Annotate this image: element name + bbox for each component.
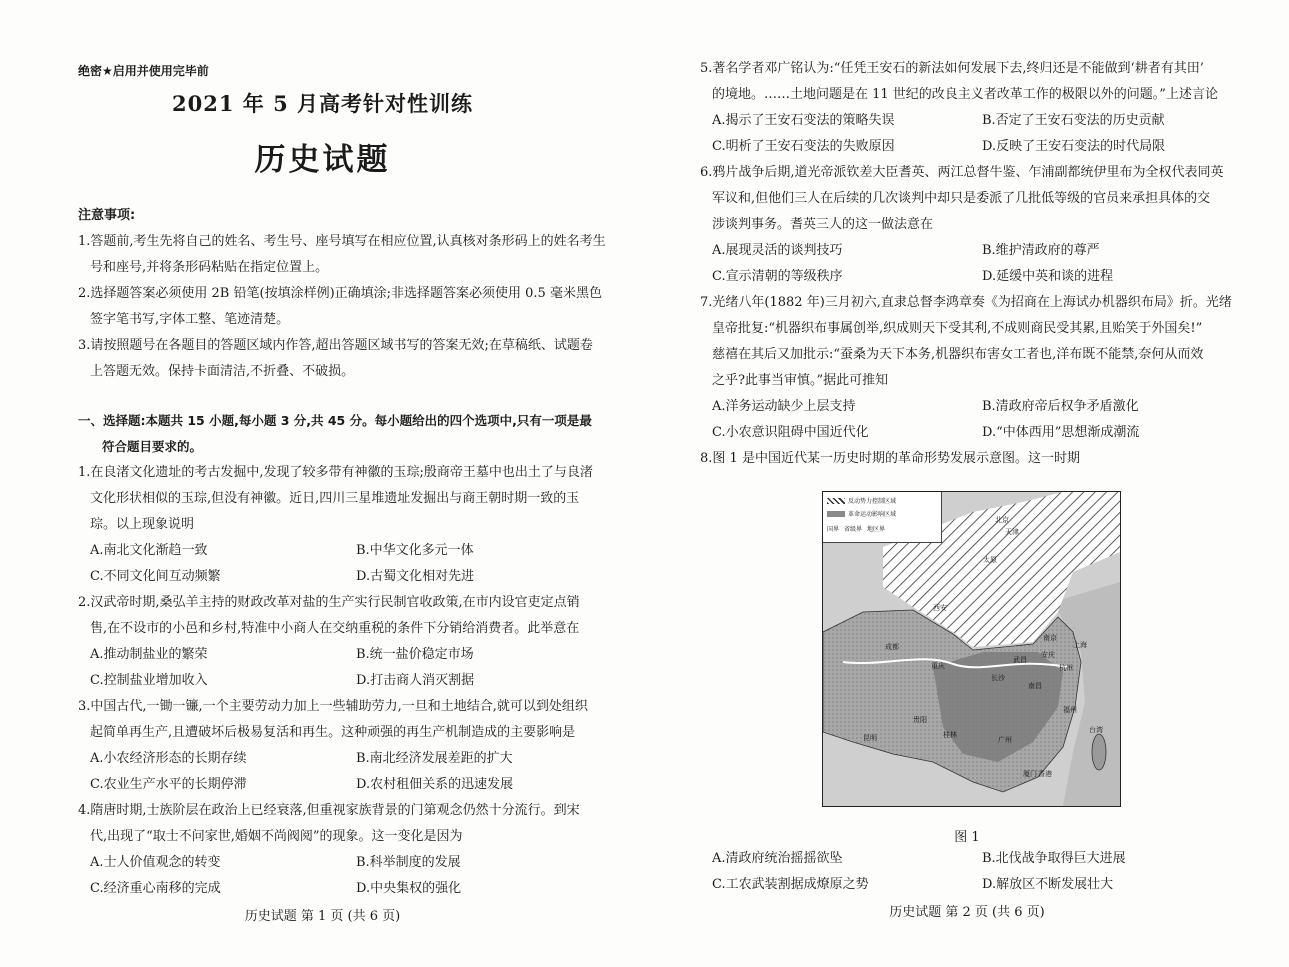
- question-stem: 7.光绪八年(1882 年)三月初六,直隶总督李鸿章奏《为招商在上海试办机器织布局》折。光绪: [700, 295, 1232, 310]
- question-stem: 1.在良渚文化遗址的考古发掘中,发现了较多带有神徽的玉琮;殷商帝王墓中也出土了与良渚: [78, 465, 593, 480]
- option-b: B.清政府帝后权争矛盾激化: [982, 399, 1139, 414]
- city-label: 台湾: [1089, 726, 1103, 734]
- exam-title: 2021 年 5 月高考针对性训练: [172, 91, 473, 116]
- option-b: B.南北经济发展差距的扩大: [356, 751, 513, 766]
- option-b: B.中华文化多元一体: [356, 543, 474, 558]
- question-3: [78, 694, 638, 798]
- city-label: 长沙: [991, 674, 1005, 682]
- option-d: D.古蜀文化相对先进: [356, 569, 475, 584]
- option-d: D.打击商人消灭割据: [356, 673, 475, 688]
- question-1: [78, 460, 638, 590]
- option-d: D.反映了王安石变法的时代局限: [982, 139, 1166, 154]
- option-c: C.农业生产水平的长期停滞: [90, 777, 247, 792]
- notice-line: 1.答题前,考生先将自己的姓名、考生号、座号填写在相应位置,认真核对条形码上的姓名考生: [78, 234, 606, 249]
- city-label: 上海: [1073, 641, 1087, 649]
- option-d: D.农村租佃关系的迅速发展: [356, 777, 514, 792]
- question-6: [700, 160, 1275, 290]
- city-label: 广州: [998, 736, 1012, 744]
- right-page: [645, 0, 1289, 967]
- notice-title: 注意事项:: [78, 208, 136, 223]
- city-label: 杭州: [1059, 664, 1073, 672]
- option-c: C.小农意识阻碍中国近代化: [712, 425, 869, 440]
- option-d: D.“中体西用”思想渐成潮流: [982, 425, 1140, 440]
- question-2: [78, 590, 638, 694]
- revolution-map: [822, 491, 1121, 807]
- question-4: [78, 798, 638, 902]
- figure-caption: 图 1: [954, 830, 980, 845]
- option-a: A.士人价值观念的转变: [90, 855, 221, 870]
- left-questions: [78, 460, 638, 902]
- question-5: [700, 56, 1275, 160]
- city-label: 成都: [885, 643, 899, 651]
- shade-swatch-icon: [827, 511, 845, 517]
- legend-label: 省级界: [844, 526, 863, 533]
- question-stem: 起简单再生产,且遭破坏后极易复活和再生。这种顽强的再生产机制造成的主要影响是: [90, 725, 576, 740]
- city-label: 厦门: [1023, 770, 1037, 778]
- option-c: C.不同文化间互动频繁: [90, 569, 221, 584]
- legend-label: 反动势力控制区域: [848, 498, 897, 505]
- question-stem: 琮。以上现象说明: [90, 517, 195, 532]
- legend-label: 国界: [827, 526, 840, 533]
- question-stem: 4.隋唐时期,士族阶层在政治上已经衰落,但重视家族背景的门第观念仍然十分流行。到宋: [78, 803, 580, 818]
- hatch-swatch-icon: [827, 498, 845, 504]
- option-b: B.科举制度的发展: [356, 855, 461, 870]
- option-d: D.中央集权的强化: [356, 881, 462, 896]
- question-stem: 8.图 1 是中国近代某一历史时期的革命形势发展示意图。这一时期: [700, 451, 1080, 466]
- notice-line: 3.请按照题号在各题目的答题区域内作答,超出答题区域书写的答案无效;在草稿纸、试题卷: [78, 338, 593, 353]
- question-stem: 代,出现了“取士不问家世,婚姻不尚阀阅”的现象。这一变化是因为: [90, 829, 463, 844]
- section-heading: [78, 408, 638, 460]
- city-label: 贵阳: [913, 716, 927, 724]
- option-b: B.否定了王安石变法的历史贡献: [982, 113, 1165, 128]
- q8-options: [712, 846, 1272, 898]
- question-stem: 6.鸦片战争后期,道光帝派钦差大臣耆英、两江总督牛鉴、乍浦副都统伊里布为全权代表同英: [700, 165, 1224, 180]
- secret-label: 绝密★启用并使用完毕前: [78, 64, 209, 78]
- city-label: 香港: [1038, 770, 1052, 778]
- subject-title: 历史试题: [254, 142, 391, 178]
- legend-label: 地区界: [867, 526, 886, 533]
- question-stem: 涉谈判事务。耆英三人的这一做法意在: [712, 217, 934, 232]
- option-a: A.小农经济形态的长期存续: [90, 751, 247, 766]
- right-questions: [700, 56, 1275, 472]
- footer-right: 历史试题 第 2 页 (共 6 页): [889, 905, 1045, 920]
- option-b: B.北伐战争取得巨大进展: [982, 851, 1126, 866]
- city-label: 南京: [1043, 634, 1057, 642]
- city-label: 重庆: [931, 662, 945, 670]
- city-label: 天津: [1005, 528, 1019, 536]
- option-c: C.控制盐业增加收入: [90, 673, 208, 688]
- question-stem: 皇帝批复:“机器织布事属创举,织成则天下受其利,不成则商民受其累,且贻笑于外国矣!”: [712, 321, 1203, 336]
- city-label: 武昌: [1013, 656, 1027, 664]
- notice-block: [78, 203, 633, 385]
- question-stem: 军议和,但他们三人在后续的几次谈判中却只是委派了几批低等级的官员来承担具体的交: [712, 191, 1211, 206]
- notice-line: 号和座号,并将条形码粘贴在指定位置上。: [90, 260, 329, 275]
- map-legend: [823, 492, 942, 543]
- question-stem: 文化形状相似的玉琮,但没有神徽。近日,四川三星堆遗址发掘出与商王朝时期一致的玉: [90, 491, 580, 506]
- option-b: B.维护清政府的尊严: [982, 243, 1100, 258]
- option-d: D.延缓中英和谈的进程: [982, 269, 1114, 284]
- city-label: 太原: [983, 556, 997, 564]
- option-a: A.推动制盐业的繁荣: [90, 647, 208, 662]
- option-a: A.洋务运动缺少上层支持: [712, 399, 856, 414]
- footer-left: 历史试题 第 1 页 (共 6 页): [244, 909, 401, 924]
- option-c: C.宣示清朝的等级秩序: [712, 269, 843, 284]
- question-8: [700, 446, 1275, 472]
- notice-line: 2.选择题答案必须使用 2B 铅笔(按填涂样例)正确填涂;非选择题答案必须使用 0.5 毫米黑色: [78, 286, 602, 301]
- question-stem: 的境地。……土地问题是在 11 世纪的改良主义者改革工作的极限以外的问题。”上述言论: [712, 87, 1218, 102]
- city-label: 桂林: [943, 731, 957, 739]
- option-c: C.工农武装割据成燎原之势: [712, 877, 869, 892]
- notice-line: 上答题无效。保持卡面清洁,不折叠、不破损。: [90, 364, 355, 379]
- city-label: 西安: [933, 604, 947, 612]
- city-label: 北京: [995, 516, 1009, 524]
- question-stem: 2.汉武帝时期,桑弘羊主持的财政改革对盐的生产实行民制官收政策,在市内设官吏定点销: [78, 595, 580, 610]
- question-stem: 售,在不设市的小邑和乡村,特准中小商人在交纳重税的条件下分销给消费者。此举意在: [90, 621, 580, 636]
- section-line: 符合题目要求的。: [102, 439, 203, 454]
- city-label: 安庆: [1041, 651, 1055, 659]
- legend-label: 革命运动影响区域: [848, 511, 897, 518]
- option-c: C.明析了王安石变法的失败原因: [712, 139, 895, 154]
- city-label: 福州: [1063, 706, 1077, 714]
- option-a: A.揭示了王安石变法的策略失误: [712, 113, 895, 128]
- option-a: A.展现灵活的谈判技巧: [712, 243, 843, 258]
- option-b: B.统一盐价稳定市场: [356, 647, 474, 662]
- option-d: D.解放区不断发展壮大: [982, 877, 1114, 892]
- option-c: C.经济重心南移的完成: [90, 881, 221, 896]
- city-label: 南昌: [1028, 682, 1042, 690]
- question-stem: 慈禧在其后又加批示:“蚕桑为天下本务,机器织布害女工者也,洋布既不能禁,奈何从而效: [712, 347, 1204, 362]
- question-stem: 3.中国古代,一锄一镰,一个主要劳动力加上一些辅助劳力,一旦和土地结合,就可以到处组织: [78, 699, 588, 714]
- city-label: 昆明: [863, 734, 877, 742]
- option-a: A.南北文化渐趋一致: [90, 543, 208, 558]
- question-7: [700, 290, 1275, 446]
- question-stem: 之乎?此事当审慎。”据此可推知: [712, 373, 889, 388]
- question-stem: 5.著名学者邓广铭认为:“任凭王安石的新法如何发展下去,终归还是不能做到‘耕者有其田’: [700, 61, 1204, 76]
- section-line: 一、选择题:本题共 15 小题,每小题 3 分,共 45 分。每小题给出的四个选项中,只有一项是最: [78, 413, 592, 428]
- option-a: A.清政府统治摇摇欲坠: [712, 851, 843, 866]
- notice-line: 签字笔书写,字体工整、笔迹清楚。: [90, 312, 290, 327]
